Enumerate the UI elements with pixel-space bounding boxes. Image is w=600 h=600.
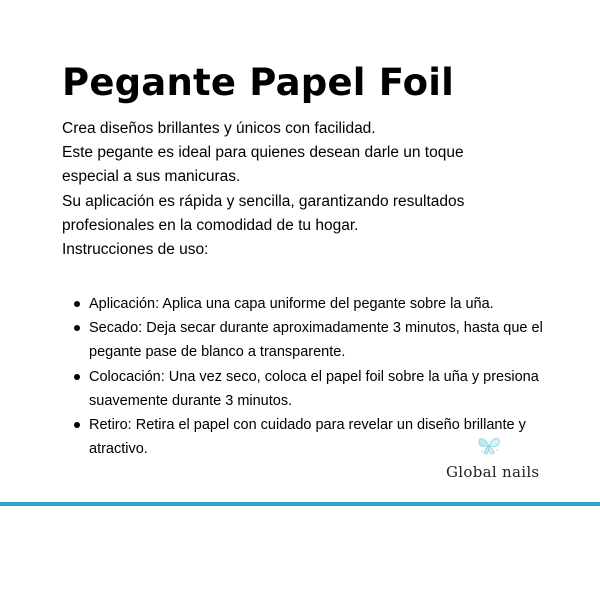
- intro-text: [62, 117, 582, 262]
- step-text: Aplicación: Aplica una capa uniforme del pegante sobre la uña.: [89, 296, 494, 312]
- list-item: [72, 316, 587, 364]
- page-title: Pegante Papel Foil: [62, 61, 455, 104]
- divider: [0, 502, 600, 506]
- bullet-icon: [74, 325, 80, 331]
- intro-line: Su aplicación es rápida y sencilla, garantizando resultados: [62, 192, 465, 210]
- bullet-icon: [74, 422, 80, 428]
- intro-line: Crea diseños brillantes y únicos con facilidad.: [62, 120, 376, 137]
- list-item: [72, 365, 587, 413]
- bullet-icon: [74, 374, 80, 380]
- instructions-heading: Instrucciones de uso:: [62, 241, 209, 259]
- bullet-icon: [74, 301, 80, 307]
- step-text: Secado: Deja secar durante aproximadamente 3 minutos, hasta que el pegante pase de blanco a transparente.: [89, 320, 543, 361]
- intro-line: profesionales en la comodidad de tu hogar.: [62, 216, 359, 234]
- brand-logo: [440, 432, 540, 488]
- intro-line: Este pegante es ideal para quienes desean darle un toque: [62, 144, 464, 162]
- butterfly-icon: [476, 432, 502, 458]
- list-item: [72, 292, 587, 316]
- step-text: Colocación: Una vez seco, coloca el papel foil sobre la uña y presiona suavemente durante 3 minutos.: [89, 368, 539, 409]
- step-text: Retiro: Retira el papel con cuidado para revelar un diseño brillante y atractivo.: [89, 417, 526, 458]
- logo-text: Global nails: [446, 463, 540, 481]
- intro-line: especial a sus manicuras.: [62, 168, 241, 186]
